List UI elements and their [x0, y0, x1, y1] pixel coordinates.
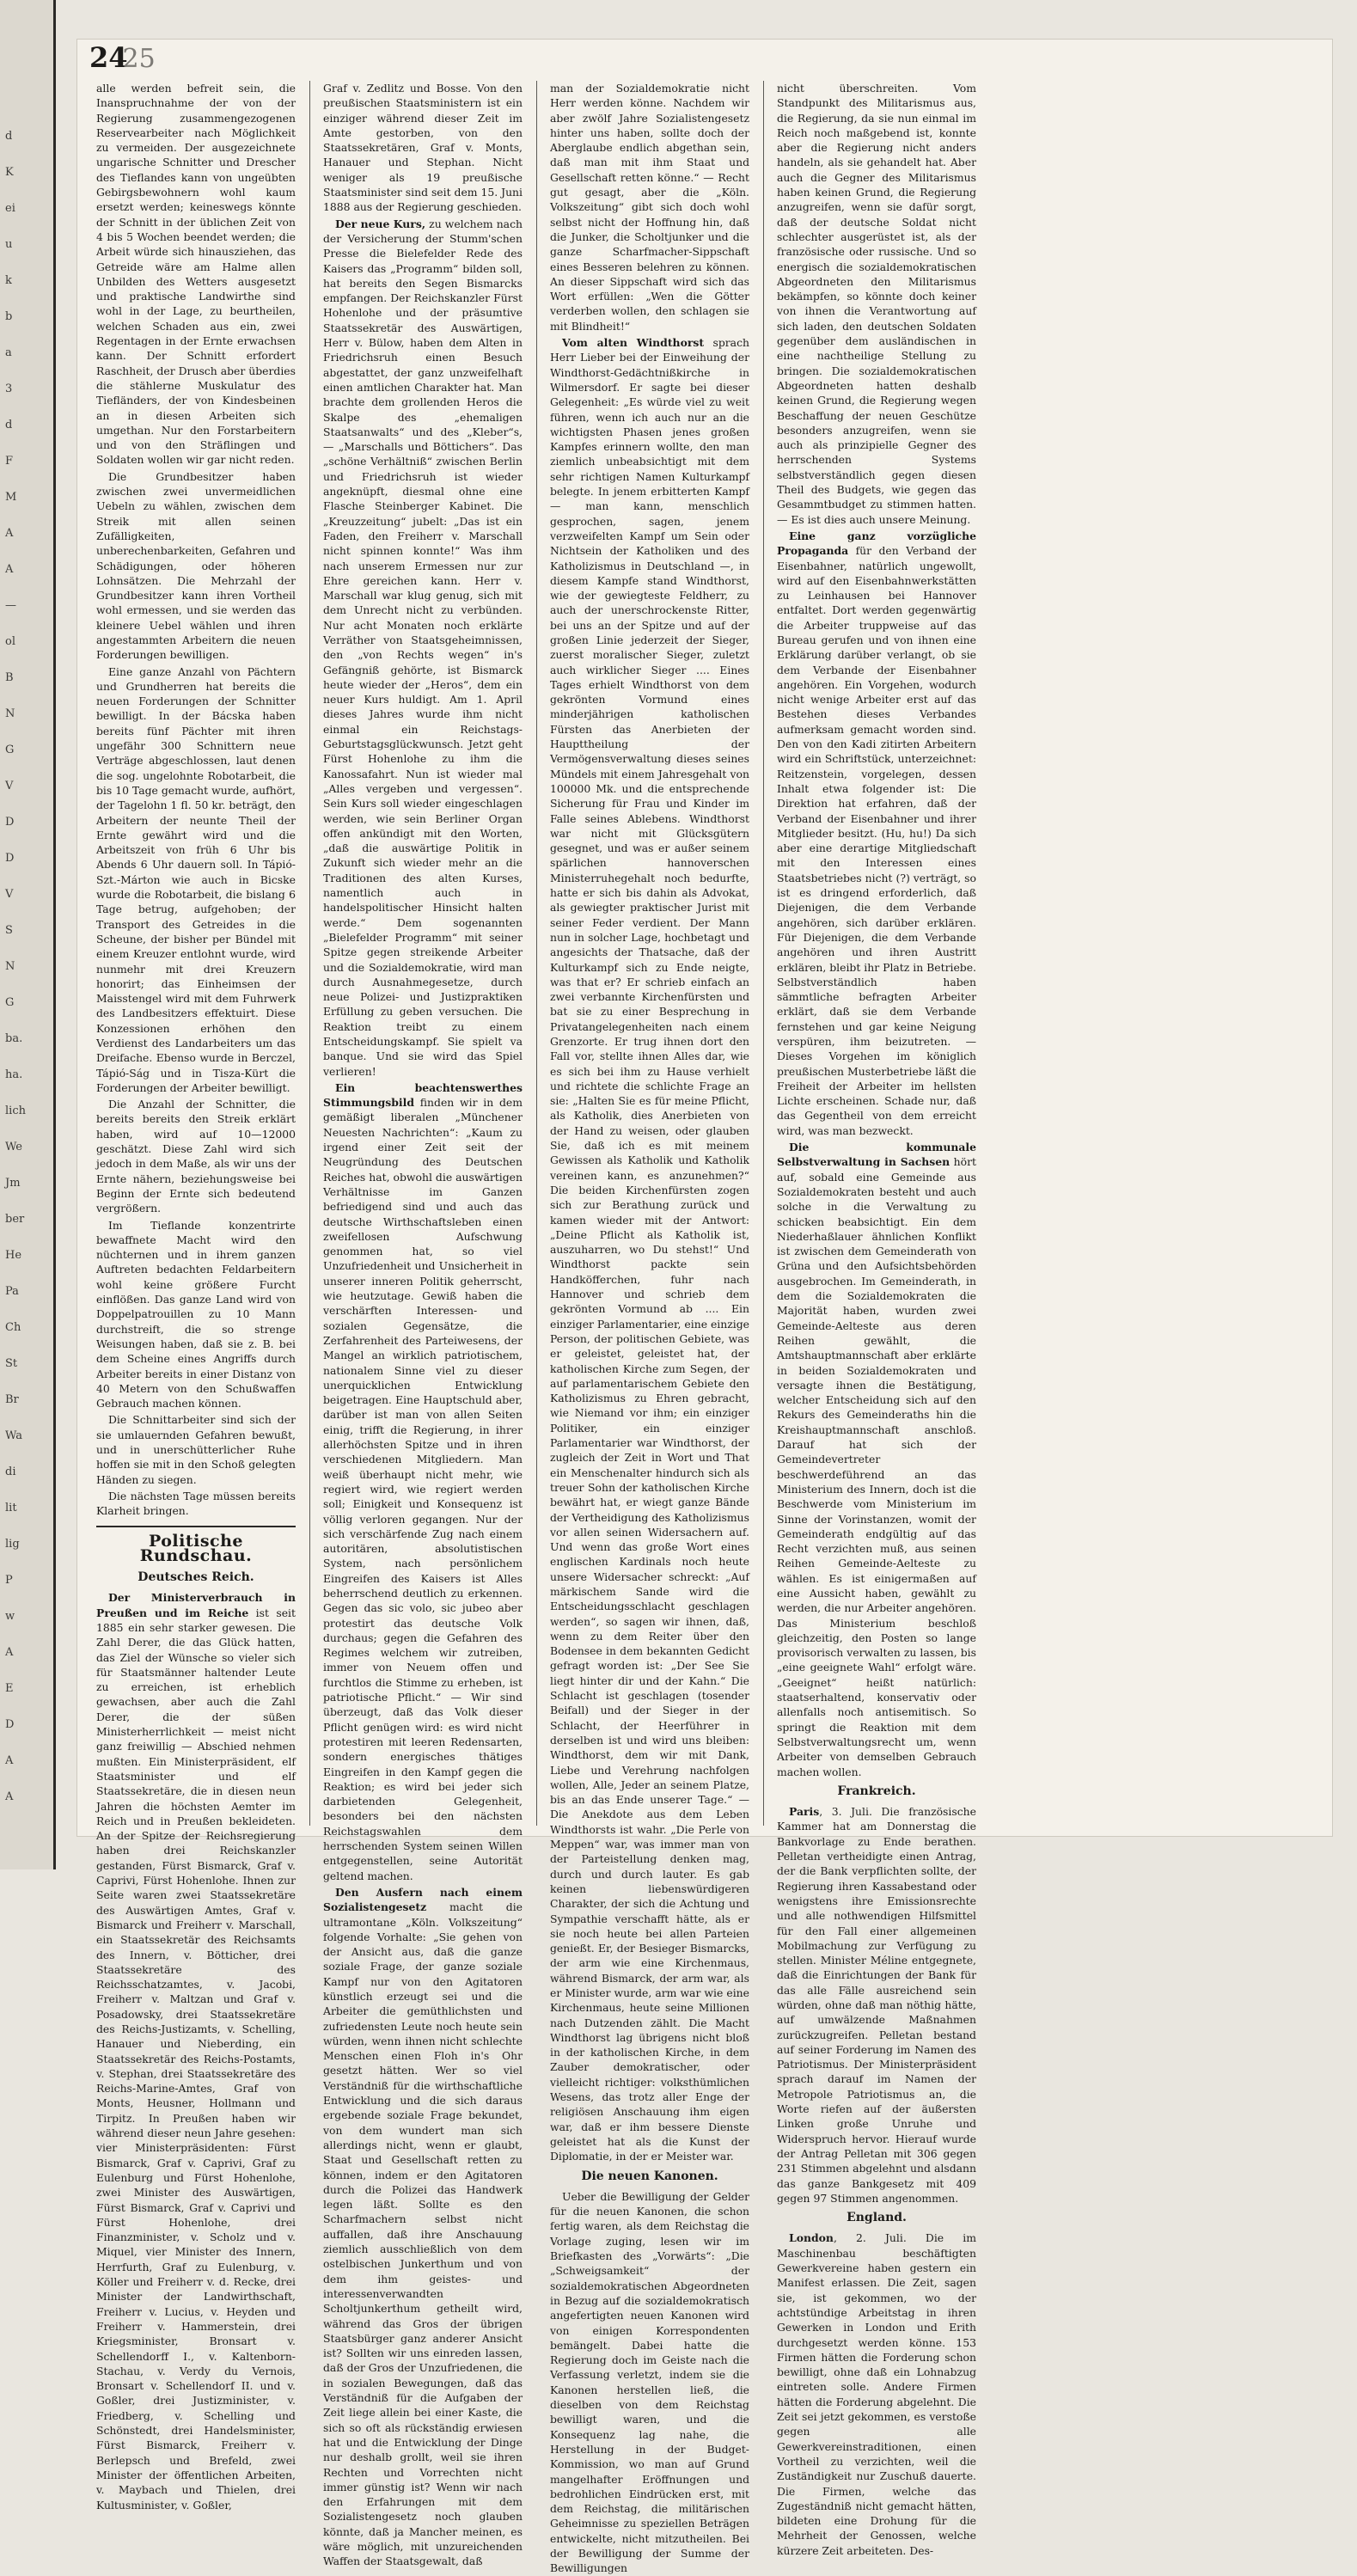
column-3 [550, 81, 749, 2575]
article-lead-in: Der Ministerverbrauch in Preußen und im Reiche [96, 1591, 296, 1619]
margin-fragment: G [5, 996, 15, 1009]
article-text: sprach Herr Lieber bei der Einweihung der Windthorst-Gedächtnißkirche in Wilmersdorf. Er sagte bei dieser Gelegenheit: „Es würde viel zu weit führen, wenn ich auch nur an die wichtigsten Phasen jenes großen Kampfes erinnern wollte, den man ziemlich unbeabsichtigt mit dem sehr richtigen Namen Kulturkampf belegte. In jenem erbitterten Kampf — man kann, menschlich gesprochen, sagen, jenem verzweifelten Kampf um Sein oder Nichtsein der Katholiken und des Katholizismus in Deutschland —, in diesem Kampfe stand Windthorst, wie der gewiegteste Feldherr, zu auch der unerschrockenste Ritter, bei uns an der Spitze und auf der großen Linie jederzeit der Sieger, zuerst moralischer Sieger, zuletzt auch wirklicher Sieger .... Eines Tages erhielt Windthorst von dem gekrönten Vormund eines minderjährigen katholischen Fürsten das Anerbieten der Haupttheilung der Vermögensverwaltung dieses seines Mündels mit einem Jahresgehalt von 100000 Mk. und die entsprechende Sicherung für Frau und Kinder im Falle seines Ablebens. Windthorst war nicht mit Glücksgütern gesegnet, und was er außer seinem spärlichen hannoverschen Ministerruhegehalt noch bedurfte, hatte er sich bis dahin als Advokat, als gewiegter praktischer Jurist mit seiner Feder verdient. Der Mann nun in solcher Lage, hochbetagt und angesichts der Thatsache, daß der Kulturkampf sich zu Ende neigte, was that er? Er schrieb einfach an zwei verbannte Kirchenfürsten und bat sie zu einer Besprechung in Privatangelegenheiten nach einem Grenzorte. Er trug ihnen dort den Fall vor, stellte ihnen Alles dar, wie es sich bei ihm zu Hause verhielt und richtete die schlichte Frage an sie: „Halten Sie es für meine Pflicht, als Katholik, dies Anerbieten von der Hand zu weisen, oder glauben Sie, daß ich es mit meinem Gewissen als Katholik und Katholik vereinen kann, es anzunehmen?“ Die beiden Kirchenfürsten zogen sich zur Berathung zurück und kamen wieder mit der Antwort: „Deine Pflicht als Katholik ist, auszuharren, wo Du stehst!“ Und Windthorst packte sein Handköfferchen, fuhr nach Hannover und schrieb dem gekrönten Vormund ab .... Ein einziger Parlamentarier, eine einzige Person, der politischen Gebiete, was er geleistet, geleistet hat, der katholischen Kirche zum Segen, der auf parlamentarischem Gebiete den Katholizismus zu Ehren gebracht, wie Niemand vor ihm; ein einziger Politiker, ein einziger Parlamentarier war Windthorst, der zugleich der Zeit in Wort und That ein Menschenalter hindurch sich als treuer Sohn der katholischen Kirche bewährt hat, er wiegt ganze Bände der Vertheidigung des Katholizismus vor allen seinen Widersachern auf. Und wenn das große Wort eines englischen Kardinals noch heute unsere Widersacher schreckt: „Auf märkischem Sande wird die Entscheidungsschlacht geschlagen werden“, so sagen wir ihnen, daß, wenn zu dem Reiter über den Bodensee in dem bekannten Gedicht gefragt worden ist: „Der See Sie liegt hinter dir und der Kahn.“ Die Schlacht ist geschlagen (tosender Beifall) und der Sieger in der Schlacht, der Heerführer in derselben ist und wird uns bleiben: Windthorst, dem wir mit Dank, Liebe und Verehrung nachfolgen wollen, Alle, Jeder an seinem Platze, bis an das Ende unserer Tage.“ — Die Anekdote aus dem Leben Windthorsts ist wahr. „Die Perle von Meppen“ war, was immer man von der Parteistellung denken mag, durch und durch lauter. Es gab keinen liebenswürdigeren Charakter, der sich die Achtung und Sympathie verschafft hätte, als er sie noch heute bei allen Parteien genießt. Er, der Besieger Bismarcks, der arm wie eine Kirchenmaus, während Bismarck, der arm war, als er Minister wurde, arm war wie eine Kirchenmaus, heute seine Millionen nach Dutzenden zählt. Die Macht Windthorst lag übrigens nicht bloß in der katholischen Kirche, in dem Zauber demokratischer, oder vielleicht richtiger: volksthümlichen Wesens, das trotz aller Enge der religiösen Anschauung ihm eigen war, daß er ihm bessere Dienste geleistet hat als die Kunst der Diplomatie, in der er Meister war. [550, 336, 749, 2163]
article-text: Die Grundbesitzer haben zwischen zwei unvermeidlichen Uebeln zu wählen, zwischen dem Streik mit allen seinen Zufälligkeiten, unberechenbarkeiten, Gefahren und Schädigungen, oder höheren Lohnsätzen. Die Mehrzahl der Grundbesitzer kann ihren Vortheil wohl ermessen, und sie werden das kleinere Uebel wählen und ihren angestammten Arbeitern die neuen Forderungen bewilligen. [96, 469, 296, 662]
article-text: Die nächsten Tage müssen bereits Klarheit bringen. [96, 1489, 296, 1518]
article-paragraph [323, 217, 523, 1079]
margin-fragment: di [5, 1465, 16, 1478]
margin-fragment: S [5, 924, 13, 937]
margin-fragment: N [5, 707, 15, 720]
article-paragraph [777, 2230, 976, 2558]
article-text: Die Anzahl der Schnitter, die bereits bereits den Streik erklärt haben, wird auf 10—12000 geschätzt. Diese Zahl wird sich jedoch in dem Maße, als wir uns der Ernte nähern, beziehungsweise bei Beginn der Ernte sich bedeutend vergrößern. [96, 1098, 296, 1215]
article-text: man der Sozialdemokratie nicht Herr werden könne. Nachdem wir aber zwölf Jahre Sozialistengesetz hinter uns haben, sollte doch der Aberglaube endlich abgethan sein, daß man mit ihm Staat und Gesellschaft retten könne.“ — Recht gut gesagt, aber die „Köln. Volkszeitung“ gibt sich doch wohl selbst nicht der Hoffnung hin, daß die Junker, die Scholtjunker und die ganze Scharfmacher-Sippschaft eines Besseren belehren zu können. An dieser Sippschaft wird sich das Wort erfüllen: „Wen die Götter verderben wollen, den schlagen sie mit Blindheit!“ [550, 82, 749, 333]
section-rule [96, 1526, 296, 1527]
article-lead-in: Die kommunale Selbstverwaltung in Sachsen [777, 1141, 976, 1169]
margin-fragment: k [5, 274, 12, 287]
article-paragraph [777, 81, 976, 527]
page-number [89, 41, 156, 74]
article-text: , 3. Juli. Die französische Kammer hat am Donnerstag die Bankvorlage zu Ende berathen. Pelletan vertheidigte einen Antrag, der die Bank verpflichten sollte, der Regierung ihren Kassabestand oder wenigstens ihre Emissionsrechte und alle nothwendigen Hilfsmittel für den Fall einer allgemeinen Mobilmachung zur Verfügung zu stellen. Minister Méline entgegnete, daß die Einrichtungen der Bank für das alle Fälle ausreichend sein würden, ohne daß man nöthig hätte, auf umwälzende Maßnahmen zurückzugreifen. Pelletan bestand auf seiner Forderung im Namen des Patriotismus. Der Ministerpräsident sprach darauf im Namen der Metropole Patriotismus an, die Worte riefen auf der äußersten Linken große Unruhe und Widerspruch hervor. Hierauf wurde der Antrag Pelletan mit 306 gegen 231 Stimmen abgelehnt und alsdann das ganze Bankgesetz mit 409 gegen 97 Stimmen angenommen. [777, 1805, 976, 2205]
article-text: Eine ganze Anzahl von Pächtern und Grundherren hat bereits die neuen Forderungen der Schnitter bewilligt. In der Bácska haben bereits fünf Pächter mit ihren ungefähr 300 Schnittern neue Verträge abgeschlossen, laut denen die sog. ungelohnte Robotarbeit, die bis 10 Tage gemacht wurde, aufhört, der Tagelohn 1 fl. 50 kr. beträgt, den Arbeitern der neunte Theil der Ernte gewährt wird und die Arbeitszeit von früh 6 Uhr bis Abends 6 Uhr dauern soll. In Tápió-Szt.-Márton wie auch in Bicske wurde die Robotarbeit, die bislang 6 Tage betrug, aufgehoben; der Transport des Getreides in die Scheune, der bisher per Bündel mit einem Kreuzer entlohnt wurde, wird nunmehr mit drei Kreuzern honorirt; das Einheimsen der Maisstengel wird mit dem Fuhrwerk des Landbesitzers effektuirt. Diese Konzessionen erhöhen den Verdienst des Landarbeiters um das Dreifache. Ebenso wurde in Berczel, Tápió-Ság und in Tisza-Kürt die Forderungen der Arbeiter bewilligt. [96, 664, 296, 1094]
margin-fragment: d [5, 419, 13, 431]
article-paragraph [323, 1885, 523, 2569]
margin-fragment: G [5, 743, 15, 756]
article-text: Ueber die Bewilligung der Gelder für die neuen Kanonen, die schon fertig waren, als dem Reichstag die Vorlage zuging, lesen wir im Briefkasten des „Vorwärts“: „Die „Schweigsamkeit“ der sozialdemokratischen Abgeordneten in Bezug auf die sozialdemokratisch angefertigten neuen Kanonen wird von einigen Korrespondenten bemängelt. Dabei hatte die Regierung doch im Geiste nach die Verfassung verletzt, indem sie die Kanonen herstellen ließ, die dieselben von dem Reichstag bewilligt waren, und die Konsequenz lag nahe, die Herstellung in der Budget-Kommission, wo man auf Grund mangelhafter Eröffnungen und bedrohlichen Eindrücken erst, mit dem Reichstag, die militärischen Geheimnisse zu speziellen Beträgen entwickelte, nicht mitzutheilen. Bei der Bewilligung der Summe der Bewilligungen [550, 2189, 749, 2575]
article-paragraph [96, 1489, 296, 1519]
margin-fragment: 3 [5, 382, 13, 395]
column-2 [323, 81, 523, 2568]
margin-fragment: Wa [5, 1429, 22, 1442]
margin-fragment: d [5, 130, 13, 143]
margin-fragment: b [5, 310, 13, 323]
margin-fragment: A [5, 527, 14, 540]
article-text: , 2. Juli. Die im Maschinenbau beschäftigten Gewerkvereine haben gestern ein Manifest erlassen. Die Zeit, sagen sie, ist gekommen, wo der achtstündige Arbeitstag in ihren Gewerken in London und Erith durchgesetzt werden könne. 153 Firmen hätten die Forderung schon bewilligt, ohne daß ein Lohnabzug eintreten solle. Andere Firmen hätten die Forderung abgelehnt. Die Zeit sei jetzt gekommen, es verstoße gegen alle Gewerkvereinstraditionen, einen Vortheil zu verzichten, weil die Zuständigkeit nur Zuschuß dauerte. Die Firmen, welche das Zugeständniß nicht gemacht hätten, bildeten eine Drohung für die Mehrheit der Genossen, welche kürzere Zeit arbeiteten. Des- [777, 2231, 976, 2557]
margin-fragment: Pa [5, 1285, 19, 1298]
column-1 [96, 81, 296, 2512]
margin-fragment: A [5, 1754, 14, 1767]
column-divider [536, 81, 537, 1826]
article-paragraph [96, 81, 296, 468]
margin-fragment: D [5, 1718, 15, 1731]
article-paragraph [777, 1804, 976, 2206]
margin-fragment: F [5, 455, 14, 468]
margin-fragment: Br [5, 1393, 19, 1406]
binding-margin-strip [0, 0, 56, 1869]
article-paragraph [96, 1218, 296, 1411]
article-text: Im Tieflande konzentrirte bewaffnete Macht wird den nüchternen und in ihrem ganzen Auftreten bedachten Feldarbeitern wohl keine größere Furcht einflößen. Das ganze Land wird von Doppelpatrouillen zu 10 Mann durchstreift, die so strenge Weisungen haben, daß sie z. B. bei dem Scheine eines Angriffs durch Arbeiter bereits in einer Distanz von 40 Metern von den Schußwaffen Gebrauch machen können. [96, 1218, 296, 1410]
article-text: für den Verband der Eisenbahner, natürlich ungewollt, wird auf den Eisenbahnwerkstätten zu Leinhausen bei Hannover entfaltet. Dort werden gegenwärtig die Arbeiter truppweise auf das Bureau gerufen und von ihnen eine Erklärung darüber verlangt, ob sie dem Verbande der Eisenbahner angehören. Ein Vorgehen, wodurch nicht wenige Arbeiter erst auf das Bestehen dieses Verbandes aufmerksam gemacht worden sind. Den von den Kadi zitirten Arbeitern wird ein Schriftstück, unterzeichnet: Reitzenstein, vorgelegen, dessen Inhalt etwa folgender ist: Die Direktion hat erfahren, daß der Verband der Eisenbahner und ihrer Mitglieder besitzt. (Hu, hu!) Da sich aber eine derartige Mitgliedschaft mit den Interessen eines Staatsbetriebes nicht (?) verträgt, so ist es dringend erforderlich, daß Diejenigen, die dem Verbande angehören, sich darüber erklären. Für Diejenigen, die dem Verbande angehören und ihren Austritt erklären, bleibt ihr Platz in Betriebe. Selbstverständlich haben sämmtliche befragten Arbeiter erklärt, daß sie dem Verbande fernstehen und gar keine Neigung verspüren, ihm beizutreten. — Dieses Vorgehen im königlich preußischen Musterbetriebe läßt die Freiheit der Arbeiter im hellsten Lichte erscheinen. Schade nur, daß das Gegentheil von dem erreicht wird, was man bezweckt. [777, 544, 976, 1137]
article-paragraph [96, 1590, 296, 2512]
article-lead-in: Paris [789, 1805, 820, 1819]
margin-fragment: A [5, 1790, 14, 1803]
article-text: alle werden befreit sein, die Inanspruchnahme der von der Regierung zusammengezogenen Reservearbeiter nach Möglichkeit zu vermeiden. Der ausgezeichnete ungarische Schnitter und Drescher des Tieflandes kann von ungeübten Gebirgsbewohnern wohl kaum ersetzt werden; keineswegs könnte der Schnitt in der üblichen Zeit von 4 bis 5 Wochen beendet werden; die Arbeit würde sich hinausziehen, das Getreide wäre am Halme allen Unbilden des Wetters ausgesetzt und praktische Landwirthe sind wohl in der Lage, zu beurtheilen, welchen Schaden aus ein, zwei Regentagen in der Ernte erwachsen kann. Der Schnitt erfordert Raschheit, der Drusch aber überdies die stählerne Muskulatur des Tiefländers, der von Kindesbeinen an in diesen Arbeiten sich umgethan. Nur den Forstarbeitern und von den Sträflingen und Soldaten wollen wir gar nicht reden. [96, 82, 296, 467]
article-lead-in: Ein beachtenswerthes Stimmungsbild [323, 1080, 523, 1110]
margin-fragment: Jm [5, 1177, 21, 1190]
column-divider [763, 81, 764, 1826]
margin-fragment: ei [5, 202, 15, 215]
margin-fragment: ber [5, 1213, 25, 1226]
subsection-heading: Frankreich. [837, 1784, 916, 1798]
article-text: Die Schnittarbeiter sind sich der sie umlauernden Gefahren bewußt, und in unerschütterlicher Ruhe hoffen sie mit in den Schoß gelegten Händen zu siegen. [96, 1413, 296, 1486]
article-lead-in: Vom alten Windthorst [562, 336, 705, 350]
article-text: Graf v. Zedlitz und Bosse. Von den preußischen Staatsministern ist ein einziger während dieser Zeit im Amte gestorben, von den Staatssekretären, Graf v. Monts, Hanauer und Stephan. Nicht weniger als 19 preußische Staatsminister sind seit dem 15. Juni 1888 aus der Regierung geschieden. [323, 82, 523, 214]
article-paragraph [96, 664, 296, 1096]
margin-fragment: E [5, 1682, 14, 1695]
article-text: ist seit 1885 ein sehr starker gewesen. Die Zahl Derer, die das Glück hatten, das Ziel der Wünsche so vieler sich für Staatsmänner haltender Leute zu erreichen, ist erheblich gewachsen, aber auch die Zahl Derer, die der süßen Ministerherrlichkeit — meist nicht ganz freiwillig — Abschied nehmen mußten. Ein Ministerpräsident, elf Staatsminister und elf Staatssekretäre, die in diesen neun Jahren die höchsten Aemter im Reich und in Preußen bekleideten. An der Spitze der Reichsregierung haben drei Reichskanzler gestanden, Fürst Bismarck, Graf v. Caprivi, Fürst Hohenlohe. Ihnen zur Seite waren zwei Staatssekretäre des Auswärtigen Amtes, Graf v. Bismarck und Freiherr v. Marschall, ein Staatssekretär des Reichsamts des Innern, v. Bötticher, drei Staatssekretäre des Reichsschatzamtes, v. Jacobi, Freiherr v. Maltzan und Graf v. Posadowsky, drei Staatssekretäre des Reichs-Justizamts, v. Schelling, Hanauer und Nieberding, ein Staatssekretär des Reichs-Postamts, v. Stephan, drei Staatssekretäre des Reichs-Marine-Amtes, Graf von Monts, Heusner, Hollmann und Tirpitz. In Preußen haben wir während dieser neun Jahre gesehen: vier Ministerpräsidenten: Fürst Bismarck, Graf v. Caprivi, Graf zu Eulenburg und Fürst Hohenlohe, zwei Minister des Auswärtigen, Fürst Bismarck, Graf v. Caprivi und Fürst Hohenlohe, drei Finanzminister, v. Scholz und v. Miquel, vier Minister des Innern, Herrfurth, Graf zu Eulenburg, v. Köller und Freiherr v. d. Recke, drei Minister der Landwirthschaft, Freiherr v. Lucius, v. Heyden und Freiherr v. Hammerstein, drei Kriegsminister, Bronsart v. Schellendorff I., v. Kaltenborn-Stachau, v. Verdy du Vernois, Bronsart v. Schellendorf II. und v. Goßler, drei Justizminister, v. Friedberg, v. Schelling und Schönstedt, drei Handelsminister, Fürst Bismarck, Freiherr v. Berlepsch und Brefeld, zwei Minister der öffentlichen Arbeiten, v. Maybach und Thielen, drei Kultusminister, v. Goßler, [96, 1606, 296, 2512]
margin-fragment: ba. [5, 1032, 23, 1045]
margin-fragment: V [5, 780, 14, 792]
article-paragraph [777, 1140, 976, 1779]
margin-fragment: ol [5, 635, 15, 648]
subsection-heading: Deutsches Reich. [138, 1570, 254, 1585]
margin-fragment: K [5, 166, 14, 179]
article-text: macht die ultramontane „Köln. Volkszeitung“ folgende Vorhalte: „Sie gehen von der Ansicht aus, daß die ganze soziale Frage, der ganze soziale Kampf nur von den Agitatoren künstlich erzeugt sei und die Arbeiter die gemüthlichsten und zufriedensten Leute noch heute sein würden, wenn ihnen nicht schlechte Menschen einen Floh in's Ohr gesetzt hätten. Wer so viel Verständniß für die wirthschaftliche Entwicklung und die sich daraus ergebende soziale Frage bekundet, von dem wundert man sich allerdings nicht, wenn er glaubt, Staat und Gesellschaft retten zu können, indem er den Agitatoren durch die Polizei das Handwerk legen läßt. Sollte es den Scharfmachern selbst nicht auffallen, daß ihre Anschauung ziemlich ausschließlich von dem ostelbischen Junkerthum und von dem ihm geistes- und interessenverwandten Scholtjunkerthum getheilt wird, während das Gros der übrigen Staatsbürger ganz anderer Ansicht ist? Sollten wir uns einreden lassen, daß der Gros der Unzufriedenen, die in sozialen Bewegungen, daß das Verständniß für die Aufgaben der Zeit liege allein bei einer Kaste, die sich so oft als rückständig erwiesen hat und die Entwicklung der Dinge nur deshalb grollt, weil sie ihren Rechten und Vorrechten nicht immer günstig ist? Wenn wir nach den Erfahrungen mit dem Sozialistengesetz noch glauben könnte, daß ja Mancher meinen, es wäre möglich, mit unzureichenden Waffen der Staatsgewalt, daß [323, 1900, 523, 2568]
subsection-heading: England. [847, 2211, 907, 2225]
margin-fragment: D [5, 852, 15, 865]
margin-fragment: He [5, 1249, 22, 1262]
article-paragraph [550, 335, 749, 2164]
article-text: zu welchem nach der Versicherung der Stumm'schen Presse die Bielefelder Rede des Kaisers das „Programm“ bilden soll, hat bereits den Segen Bismarcks empfangen. Der Reichskanzler Fürst Hohenlohe und der präsumtive Staatssekretär des Auswärtigen, Herr v. Bülow, haben dem Alten in Friedrichsruh einen Besuch abgestattet, der ganz unzweifelhaft einen amtlichen Charakter hat. Man brachte dem grollenden Heros die Skalpe des „ehemaligen Staatsanwalts“ und des „Kleber“s, — „Marschalls und Böttichers“. Das „schöne Verhältniß“ zwischen Berlin und Friedrichsruh ist wieder angeknüpft, diesmal ohne eine Flasche Steinberger Kabinet. Die „Kreuzzeitung“ jubelt: „Das ist ein Faden, den Freiherr v. Marschall nicht spinnen konnte!“ Was ihm nach unserem Ermessen nur zur Ehre gereichen kann. Herr v. Marschall war klug genug, sich mit dem Unrecht nicht zu verbünden. Nur acht Monaten noch erklärte Verräther von Staatsgeheimnissen, den „von Rechts wegen“ in's Gefängniß gehörte, ist Bismarck heute wieder der „Heros“, dem ein neuer Kurs huldigt. Am 1. April dieses Jahres wurde ihm nicht einmal ein Reichstags-Geburtstagsglückwunsch. Jetzt geht Fürst Hohenlohe zu ihm die Kanossafahrt. Nun ist wieder mal „Alles vergeben und vergessen“. Sein Kurs soll wieder eingeschlagen werden, wie sein Berliner Organ offen ankündigt mit den Worten, „daß die auswärtige Politik in Zukunft sich wieder mehr an die Traditionen des alten Kurses, namentlich auch in handelspolitischer Hinsicht halten werde.“ Dem sogenannten „Bielefelder Programm“ mit seiner Spitze gegen streikende Arbeiter und die Sozialdemokratie, wird man durch Ausnahmegesetze, durch neue Polizei- und Justizpraktiken Erfüllung zu geben versuchen. Die Reaktion treibt zu einem Entscheidungskampf. Sie spielt va banque. Und sie wird das Spiel verlieren! [323, 217, 523, 1078]
margin-fragment: V [5, 888, 14, 901]
page-number-ghost: 25 [122, 44, 156, 74]
subsection-heading: Die neuen Kanonen. [581, 2169, 718, 2183]
column-4 [777, 81, 977, 2557]
margin-fragment: lich [5, 1104, 26, 1117]
article-lead-in: Eine ganz vorzügliche Propaganda [777, 529, 976, 558]
article-paragraph [550, 81, 749, 333]
article-lead-in: Den Ausfern nach einem Sozialistengesetz [323, 1885, 523, 1914]
article-paragraph [96, 469, 296, 663]
article-lead-in: Der neue Kurs, [335, 217, 426, 230]
article-paragraph [777, 529, 976, 1138]
article-text: finden wir in dem gemäßigt liberalen „Münchener Neuesten Nachrichten“: „Kaum zu irgend einer Zeit seit der Neugründung des Deutschen Reiches hat, obwohl die auswärtigen Verhältnisse im Ganzen befriedigend sind und auch das deutsche Wirthschaftsleben einen zweifellosen Aufschwung genommen hat, so viel Unzufriedenheit und Unsicherheit in unserer inneren Politik geherrscht, wie heutzutage. Gewiß haben die verschärften Interessen- und sozialen Gegensätze, die Zerfahrenheit des Parteiwesens, der Mangel an wirklich patriotischem, nationalem Sinne viel zu dieser unerquicklichen Entwicklung beigetragen. Eine Hauptschuld aber, darüber ist man von allen Seiten einig, trifft die Regierung, in ihrer allerhöchsten Spitze und in ihren verschiedenen Mitgliedern. Man weiß überhaupt nicht mehr, wie regiert wird, wie regiert werden soll; Einigkeit und Konsequenz ist völlig verloren gegangen. Nur der sich verschärfende Zug nach einem autoritären, absolutistischen System, nach persönlichem Eingreifen des Kaisers ist Alles beherrschend deutlich zu erkennen. Gegen das sic volo, sic jubeo aber protestirt das deutsche Volk durchaus; gegen die Gefahren des Regimes welchem wir zutreiben, immer von Neuem offen und furchtlos die Stimme zu erheben, ist patriotische Pflicht.“ — Wir sind überzeugt, daß das Volk dieser Pflicht genügen wird: es wird nicht protestiren mit leeren Redensarten, sondern energisches thätiges Eingreifen in den Kampf gegen die Reaktion; es wird bei jeder sich darbietenden Gelegenheit, besonders bei den nächsten Reichstagswahlen dem herrschenden System seinen Willen entgegenstellen, seine Autorität geltend machen. [323, 1096, 523, 1882]
margin-fragment: w [5, 1610, 15, 1623]
column-divider [309, 81, 310, 1826]
margin-fragment: u [5, 238, 13, 251]
margin-fragment: M [5, 491, 17, 504]
margin-fragment: — [5, 599, 16, 612]
article-paragraph [323, 1080, 523, 1883]
article-text: hört auf, sobald eine Gemeinde aus Sozialdemokraten besteht und auch solche in die Verwaltung zu schicken beabsichtigt. Ein dem Niederhaßlauer ähnlichen Konflikt ist zwischen dem Gemeinderath von Grüna und den Aufsichtsbehörden ausgebrochen. Im Gemeinderath, in dem die Sozialdemokraten die Majorität haben, wurden zwei Gemeinde-Aelteste aus deren Reihen gewählt, die Amtshauptmannschaft aber erklärte in beiden Sozialdemokraten und versagte ihnen die Bestätigung, welcher Entscheidung sich auf den Rekurs des Gemeinderaths hin die Kreishauptmannschaft anschloß. Darauf hat sich der Gemeindevertreter beschwerdeführend an das Ministerium des Innern, doch ist die Beschwerde vom Ministerium im Sinne der Vorinstanzen, womit der Gemeinderath endgültig auf das Recht verzichten muß, aus seinen Reihen Gemeinde-Aelteste zu wählen. Es ist einigermaßen auf eine Aussicht haben, gewählt zu werden, die nur Arbeiter angehören. Das Ministerium beschloß gleichzeitig, den Posten so lange provisorisch verwalten zu lassen, bis „eine geeignete Wahl“ erfolgt wäre. „Geeignet“ heißt natürlich: staatserhaltend, konservativ oder allenfalls noch antisemitisch. So springt die Reaktion mit dem Selbstverwaltungsrecht um, wenn Arbeiter von demselben Gebrauch machen wollen. [777, 1155, 977, 1778]
page-number-value: 24 [89, 41, 128, 74]
article-paragraph [96, 1097, 296, 1215]
margin-fragment: A [5, 563, 14, 576]
margin-fragment: a [5, 346, 12, 359]
article-lead-in: London [789, 2231, 834, 2245]
margin-fragment: N [5, 960, 15, 973]
margin-fragment: ha. [5, 1068, 23, 1081]
margin-fragment: St [5, 1357, 18, 1370]
margin-fragment: B [5, 671, 14, 684]
margin-fragment: Ch [5, 1321, 21, 1334]
article-paragraph [323, 81, 523, 215]
article-paragraph [96, 1412, 296, 1486]
margin-fragment: A [5, 1646, 14, 1659]
article-columns [96, 81, 1325, 2575]
margin-fragment: lig [5, 1538, 20, 1551]
margin-fragment: P [5, 1574, 13, 1587]
article-paragraph [550, 2189, 749, 2576]
margin-fragment: D [5, 816, 15, 829]
section-title: Politische Rundschau. [139, 1531, 253, 1565]
article-text: nicht überschreiten. Vom Standpunkt des Militarismus aus, die Regierung, da sie nun einmal im Reich noch maßgebend ist, konnte aber die Regierung nicht anders handeln, als sie gehandelt hat. Aber auch die Gegner des Militarismus haben keinen Grund, die Regierung anzugreifen, wenn sie dafür sorgt, daß der deutsche Soldat nicht schlechter ausgerüstet ist, als der französische oder russische. Und so energisch die sozialdemokratischen Abgeordneten den Militarismus bekämpfen, so könnte doch keiner von ihnen die Verantwortung auf sich laden, den deutschen Soldaten gegenüber dem ausländischen in eine nachtheilige Stellung zu bringen. Die sozialdemokratischen Abgeordneten hatten deshalb keinen Grund, die Regierung wegen Beschaffung der neuen Geschütze besonders anzugreifen, wenn sie auch als prinzipielle Gegner des herrschenden Systems selbstverständlich gegen diesen Theil des Budgets, wie gegen das Gesammtbudget zu stimmen hatten. — Es ist dies auch unsere Meinung. [777, 82, 976, 526]
margin-fragment: lit [5, 1502, 17, 1514]
margin-fragment: We [5, 1141, 22, 1153]
